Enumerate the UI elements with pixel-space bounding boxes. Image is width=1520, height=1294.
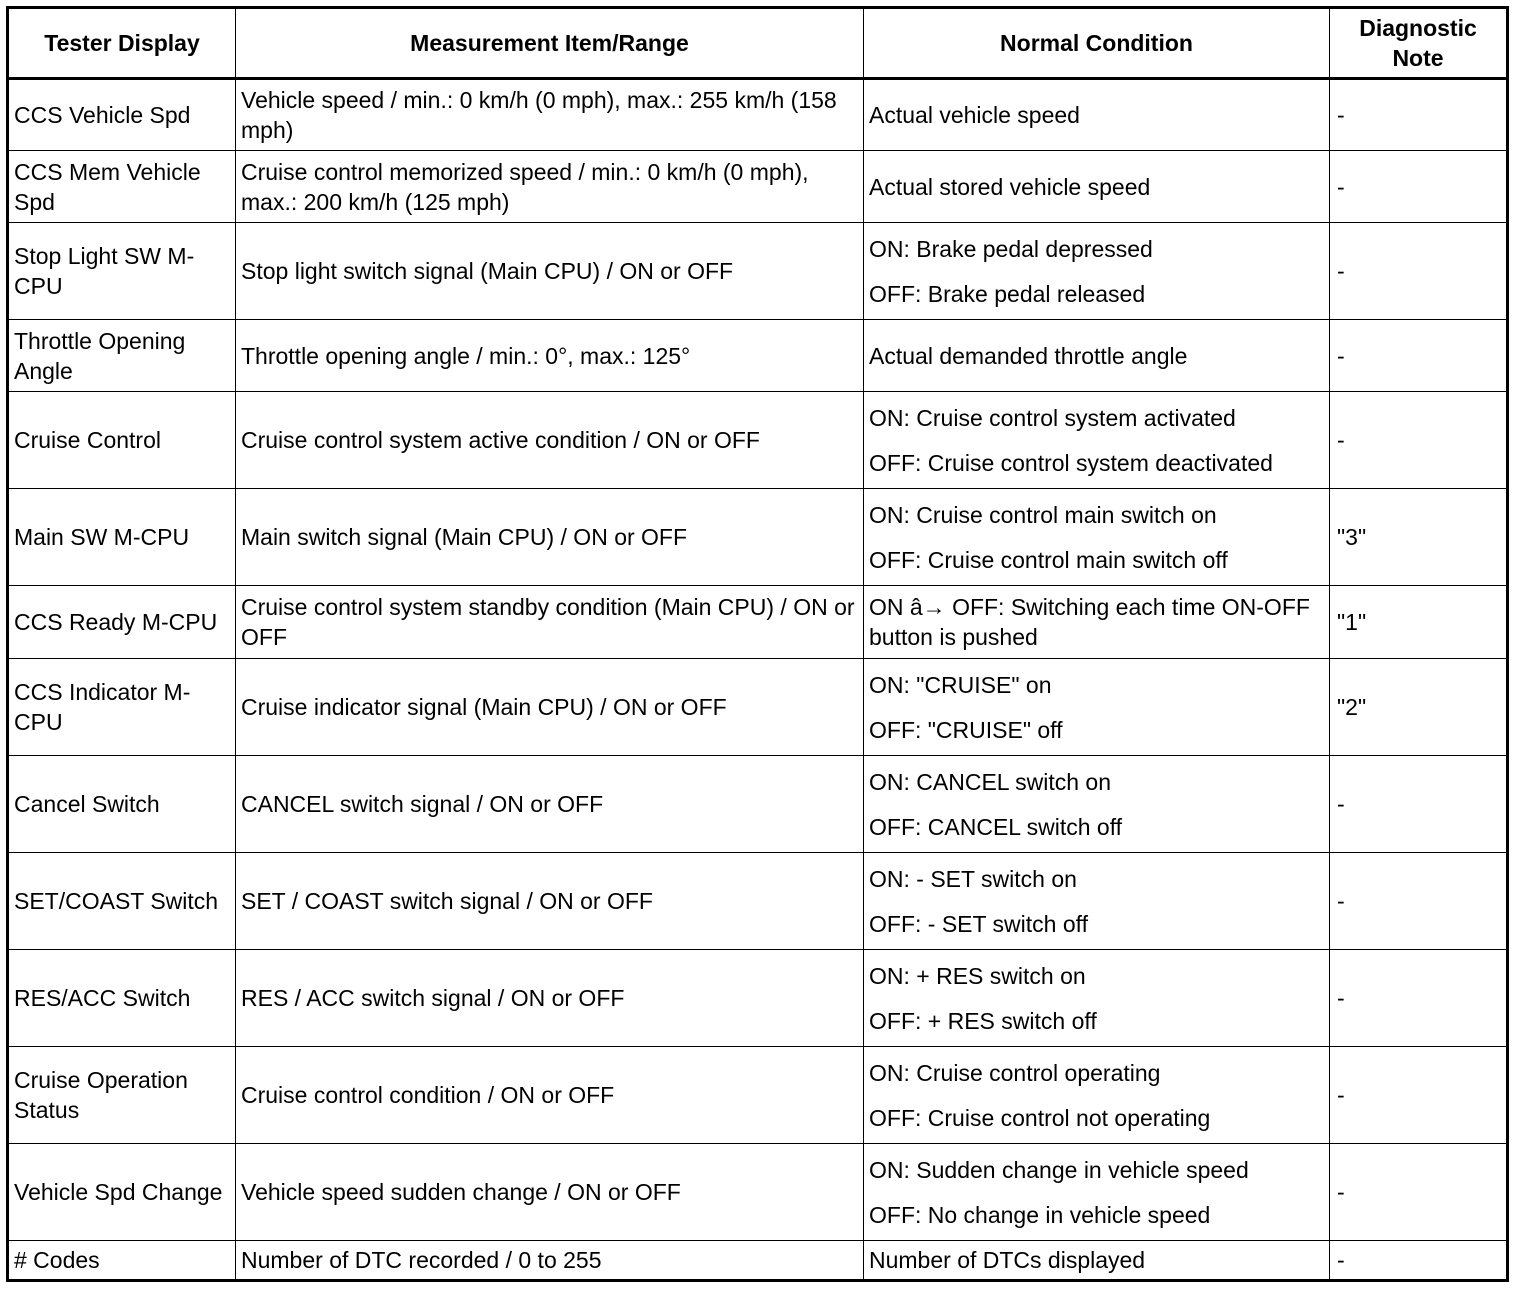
cell-tester-display: Cruise Control: [8, 392, 236, 489]
cell-measurement-item: Cruise control system standby condition (Main CPU) / ON or OFF: [236, 586, 864, 659]
cell-diagnostic-note: -: [1330, 320, 1508, 392]
condition-pair: [869, 1053, 1324, 1138]
condition-on: ON: CANCEL switch on: [869, 768, 1111, 795]
header-row: [8, 8, 1508, 79]
condition-on: ON: Sudden change in vehicle speed: [869, 1156, 1249, 1183]
condition-pair: [869, 1150, 1324, 1235]
condition-off: OFF: Brake pedal released: [869, 280, 1146, 307]
cell-tester-display: Throttle Opening Angle: [8, 320, 236, 392]
cell-measurement-item: Main switch signal (Main CPU) / ON or OFF: [236, 489, 864, 586]
table-row: [8, 853, 1508, 950]
condition-pair: [869, 495, 1324, 580]
condition-on: ON: Cruise control main switch on: [869, 501, 1217, 528]
cell-tester-display: Stop Light SW M-CPU: [8, 223, 236, 320]
table-row: [8, 320, 1508, 392]
table-row: [8, 79, 1508, 151]
condition-pair: [869, 956, 1324, 1041]
cell-measurement-item: Vehicle speed / min.: 0 km/h (0 mph), max.: 255 km/h (158 mph): [236, 79, 864, 151]
cell-measurement-item: CANCEL switch signal / ON or OFF: [236, 756, 864, 853]
header-tester-display: Tester Display: [8, 8, 236, 79]
cell-measurement-item: Number of DTC recorded / 0 to 255: [236, 1241, 864, 1281]
condition-pair: [869, 398, 1324, 483]
cell-tester-display: CCS Indicator M-CPU: [8, 659, 236, 756]
cell-diagnostic-note: -: [1330, 1241, 1508, 1281]
cell-measurement-item: RES / ACC switch signal / ON or OFF: [236, 950, 864, 1047]
condition-off: OFF: + RES switch off: [869, 1007, 1097, 1034]
cell-diagnostic-note: -: [1330, 392, 1508, 489]
data-list-table: [6, 6, 1509, 1282]
table-row: [8, 659, 1508, 756]
condition-text: Number of DTCs displayed: [869, 1247, 1146, 1273]
table-row: [8, 1144, 1508, 1241]
cell-normal-condition: [864, 151, 1330, 223]
condition-off: OFF: Cruise control not operating: [869, 1104, 1211, 1131]
cell-normal-condition: [864, 1241, 1330, 1281]
cell-measurement-item: SET / COAST switch signal / ON or OFF: [236, 853, 864, 950]
cell-normal-condition: [864, 1144, 1330, 1241]
cell-diagnostic-note: -: [1330, 223, 1508, 320]
cell-tester-display: CCS Mem Vehicle Spd: [8, 151, 236, 223]
condition-off: OFF: "CRUISE" off: [869, 716, 1063, 743]
condition-on: ON: - SET switch on: [869, 865, 1077, 892]
table-row: [8, 586, 1508, 659]
table-row: [8, 392, 1508, 489]
cell-diagnostic-note: -: [1330, 853, 1508, 950]
cell-normal-condition: [864, 392, 1330, 489]
cell-normal-condition: [864, 320, 1330, 392]
cell-tester-display: Main SW M-CPU: [8, 489, 236, 586]
cell-measurement-item: Stop light switch signal (Main CPU) / ON or OFF: [236, 223, 864, 320]
condition-on: ON: Cruise control operating: [869, 1059, 1161, 1086]
cell-normal-condition: [864, 756, 1330, 853]
table-row: [8, 489, 1508, 586]
cell-diagnostic-note: "3": [1330, 489, 1508, 586]
condition-pair: [869, 229, 1324, 314]
cell-measurement-item: Cruise control system active condition / ON or OFF: [236, 392, 864, 489]
table-body: [8, 79, 1508, 1281]
cell-normal-condition: [864, 659, 1330, 756]
cell-normal-condition: [864, 950, 1330, 1047]
condition-on: ON: "CRUISE" on: [869, 671, 1052, 698]
condition-on: ON: Brake pedal depressed: [869, 235, 1153, 262]
header-diagnostic-note: Diagnostic Note: [1330, 8, 1508, 79]
cell-diagnostic-note: -: [1330, 1047, 1508, 1144]
cell-measurement-item: Cruise control memorized speed / min.: 0 km/h (0 mph), max.: 200 km/h (125 mph): [236, 151, 864, 223]
condition-pair: [869, 665, 1324, 750]
cell-normal-condition: [864, 853, 1330, 950]
condition-text: Actual demanded throttle angle: [869, 342, 1188, 369]
table-row: [8, 1241, 1508, 1281]
cell-tester-display: # Codes: [8, 1241, 236, 1281]
condition-off: OFF: CANCEL switch off: [869, 813, 1123, 840]
condition-text: Actual vehicle speed: [869, 102, 1080, 128]
condition-on: ON: Cruise control system activated: [869, 404, 1236, 431]
cell-normal-condition: [864, 1047, 1330, 1144]
cell-diagnostic-note: -: [1330, 1144, 1508, 1241]
cell-tester-display: Cruise Operation Status: [8, 1047, 236, 1144]
cell-normal-condition: [864, 586, 1330, 659]
cell-diagnostic-note: -: [1330, 950, 1508, 1047]
condition-off: OFF: No change in vehicle speed: [869, 1201, 1211, 1228]
table-row: [8, 756, 1508, 853]
condition-on: ON: + RES switch on: [869, 962, 1086, 989]
condition-text: Actual stored vehicle speed: [869, 173, 1151, 200]
cell-diagnostic-note: -: [1330, 756, 1508, 853]
header-normal-condition: Normal Condition: [864, 8, 1330, 79]
cell-tester-display: Vehicle Spd Change: [8, 1144, 236, 1241]
condition-off: OFF: - SET switch off: [869, 910, 1088, 937]
cell-measurement-item: Throttle opening angle / min.: 0°, max.: 125°: [236, 320, 864, 392]
cell-diagnostic-note: "1": [1330, 586, 1508, 659]
condition-pair: [869, 859, 1324, 944]
header-measurement-item: Measurement Item/Range: [236, 8, 864, 79]
cell-diagnostic-note: -: [1330, 151, 1508, 223]
cell-diagnostic-note: "2": [1330, 659, 1508, 756]
cell-normal-condition: [864, 79, 1330, 151]
cell-diagnostic-note: -: [1330, 79, 1508, 151]
cell-measurement-item: Vehicle speed sudden change / ON or OFF: [236, 1144, 864, 1241]
table-row: [8, 223, 1508, 320]
cell-tester-display: SET/COAST Switch: [8, 853, 236, 950]
condition-pair: [869, 762, 1324, 847]
cell-measurement-item: Cruise control condition / ON or OFF: [236, 1047, 864, 1144]
cell-normal-condition: [864, 223, 1330, 320]
cell-tester-display: CCS Ready M-CPU: [8, 586, 236, 659]
cell-tester-display: RES/ACC Switch: [8, 950, 236, 1047]
table-row: [8, 1047, 1508, 1144]
table-row: [8, 151, 1508, 223]
cell-normal-condition: [864, 489, 1330, 586]
cell-tester-display: CCS Vehicle Spd: [8, 79, 236, 151]
cell-measurement-item: Cruise indicator signal (Main CPU) / ON or OFF: [236, 659, 864, 756]
condition-off: OFF: Cruise control main switch off: [869, 546, 1228, 573]
condition-text: ON â→ OFF: Switching each time ON-OFF button is pushed: [869, 594, 1310, 650]
condition-off: OFF: Cruise control system deactivated: [869, 449, 1273, 476]
table-row: [8, 950, 1508, 1047]
cell-tester-display: Cancel Switch: [8, 756, 236, 853]
